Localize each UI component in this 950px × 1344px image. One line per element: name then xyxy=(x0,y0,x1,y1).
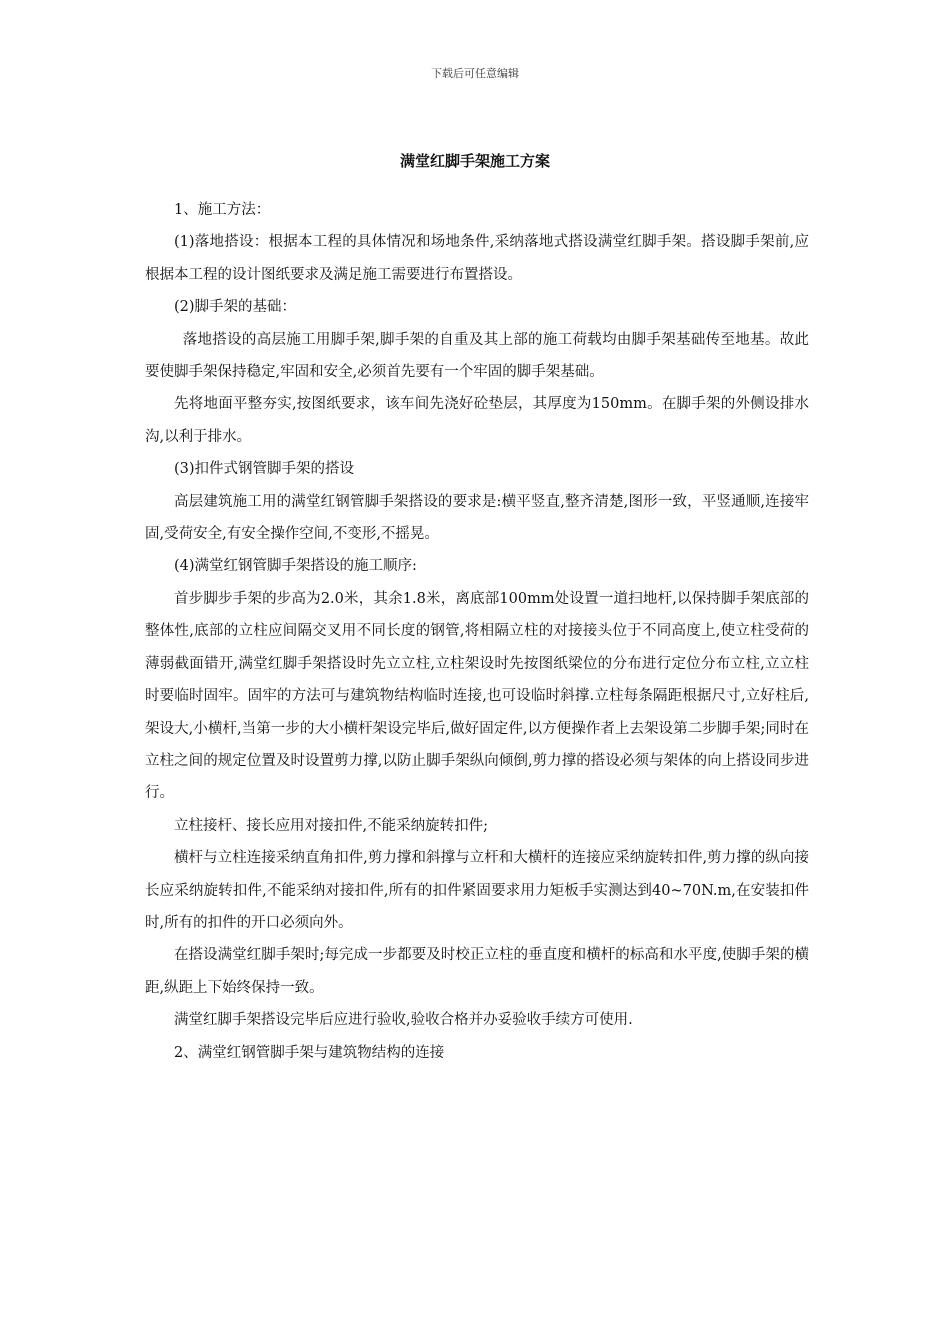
paragraph-coupler-types: 横杆与立柱连接采纳直角扣件,剪力撑和斜撑与立杆和大横杆的连接应采纳旋转扣件,剪力撑的纵向接长应采纳旋转扣件,不能采纳对接扣件,所有的扣件紧固要求用力矩板手实测达到40~70N.m,在安装扣件时,所有的扣件的开口必须向外。 xyxy=(145,850,809,931)
section-heading-construction-method: 1、施工方法： xyxy=(174,202,271,218)
document-body xyxy=(145,194,809,1069)
page-header-note: 下载后可任意编辑 xyxy=(431,67,519,80)
section-heading-structure-connection: 2、满堂红钢管脚手架与建筑物结构的连接 xyxy=(174,1044,445,1061)
subheading-scaffold-foundation: (2)脚手架的基础： xyxy=(174,299,297,316)
document-title: 满堂红脚手架施工方案 xyxy=(399,152,550,170)
paragraph-ground-erection: (1)落地搭设：根据本工程的具体情况和场地条件,采纳落地式搭设满堂红脚手架。搭设脚手架前,应根据本工程的设计图纸要求及满足施工需要进行布置搭设。 xyxy=(145,234,809,283)
subheading-coupler-scaffold: (3)扣件式钢管脚手架的搭设 xyxy=(174,461,355,478)
paragraph-erection-requirements: 高层建筑施工用的满堂红钢管脚手架搭设的要求是:横平竖直,整齐清楚,图形一致，平竖通顺,连接牢固,受荷安全,有安全操作空间,不变形,不摇晃。 xyxy=(145,493,809,543)
paragraph-column-joints: 立柱接杆、接长应用对接扣件,不能采纳旋转扣件; xyxy=(174,817,488,834)
paragraph-acceptance: 满堂红脚手架搭设完毕后应进行验收,验收合格并办妥验收手续方可使用. xyxy=(174,1012,633,1029)
paragraph-alignment-check: 在搭设满堂红脚手架时;每完成一步都要及时校正立柱的垂直度和横杆的标高和水平度,使脚手架的横距,纵距上下始终保持一致。 xyxy=(145,947,809,996)
paragraph-foundation-load: 落地搭设的高层施工用脚手架,脚手架的自重及其上部的施工荷载均由脚手架基础传至地基。故此要使脚手架保持稳定,牢固和安全,必须首先要有一个牢固的脚手架基础。 xyxy=(145,331,809,381)
paragraph-sequence-details: 首步脚步手架的步高为2.0米，其余1.8米，离底部100mm处设置一道扫地杆,以保持脚手架底部的整体性,底部的立柱应间隔交叉用不同长度的钢管,将相隔立柱的对接接头位于不同高度上,使立柱受荷的薄弱截面错开,满堂红脚手架搭设时先立立柱,立柱架设时先按图纸梁位的分布进行定位分布立柱,立立柱时要临时固牢。固牢的方法可与建筑物结构临时连接,也可设临时斜撑.立柱每条隔距根据尺寸,立好柱后,架设大,小横杆,当第一步的大小横杆架设完毕后,做好固定件,以方便操作者上去架设第二步脚手架;同时在立柱之间的规定位置及时设置剪力撑,以防止脚手架纵向倾倒,剪力撑的搭设必须与架体的向上搭设同步进行。 xyxy=(145,590,809,802)
subheading-construction-sequence: (4)满堂红钢管脚手架搭设的施工顺序: xyxy=(174,558,417,575)
paragraph-ground-leveling: 先将地面平整夯实,按图纸要求，该车间先浇好砼垫层，其厚度为150mm。在脚手架的外侧设排水沟,以利于排水。 xyxy=(145,396,809,445)
